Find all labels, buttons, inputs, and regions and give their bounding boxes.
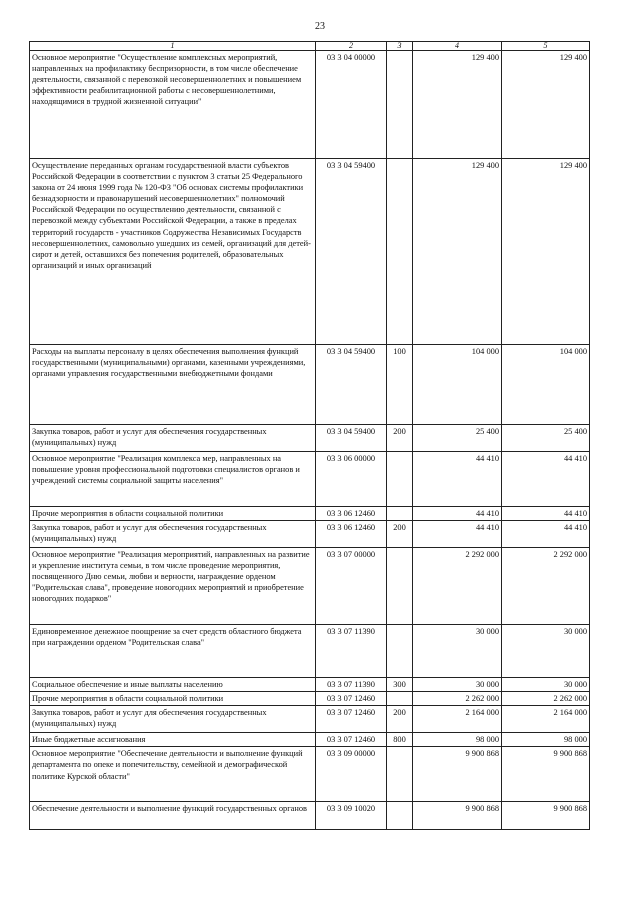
row-code-cell: 03 3 04 59400 [316, 159, 387, 345]
row-sum1-cell: 129 400 [413, 159, 502, 345]
row-sum1-cell: 2 292 000 [413, 548, 502, 625]
table-row [30, 521, 590, 548]
row-name-cell: Закупка товаров, работ и услуг для обеспечения государственных (муниципальных) нужд [30, 706, 316, 733]
row-sum2-cell: 44 410 [502, 521, 590, 548]
row-name-cell: Основное мероприятие "Реализация комплекса мер, направленных на повышение уровня профессиональной подготовки специалистов органов и учреждений системы социальной защиты населения" [30, 452, 316, 507]
row-type-cell [387, 51, 413, 159]
row-code-cell: 03 3 07 11390 [316, 625, 387, 678]
row-sum2-cell: 9 900 868 [502, 802, 590, 830]
row-sum2-cell: 104 000 [502, 345, 590, 425]
row-sum1-cell: 30 000 [413, 678, 502, 692]
row-sum2-cell: 2 262 000 [502, 692, 590, 706]
row-code-cell: 03 3 07 12460 [316, 706, 387, 733]
row-name-cell: Прочие мероприятия в области социальной политики [30, 507, 316, 521]
header-cell-3: 3 [387, 42, 413, 51]
row-name-cell: Основное мероприятие "Осуществление комплексных мероприятий, направленных на профилактику беспризорности, в том числе обеспечение деятельности, связанной с перевозкой несовершеннолетних и повышением эффективности реабилитационной работы с несовершеннолетними, находящимися в трудной жизненной ситуации" [30, 51, 316, 159]
row-sum1-cell: 30 000 [413, 625, 502, 678]
row-name-cell: Закупка товаров, работ и услуг для обеспечения государственных (муниципальных) нужд [30, 425, 316, 452]
row-sum1-cell: 9 900 868 [413, 747, 502, 802]
row-code-cell: 03 3 07 00000 [316, 548, 387, 625]
row-type-cell [387, 625, 413, 678]
row-sum2-cell: 129 400 [502, 159, 590, 345]
table-row [30, 425, 590, 452]
row-type-cell [387, 692, 413, 706]
table-row [30, 51, 590, 159]
table-row [30, 159, 590, 345]
row-code-cell: 03 3 07 12460 [316, 692, 387, 706]
row-name-cell: Закупка товаров, работ и услуг для обеспечения государственных (муниципальных) нужд [30, 521, 316, 548]
row-name-cell: Основное мероприятие "Обеспечение деятельности и выполнение функций департамента по опеке и попечительству, семейной и демографической политике Курской области" [30, 747, 316, 802]
row-code-cell: 03 3 04 59400 [316, 425, 387, 452]
row-code-cell: 03 3 04 00000 [316, 51, 387, 159]
row-name-cell: Обеспечение деятельности и выполнение функций государственных органов [30, 802, 316, 830]
row-type-cell: 200 [387, 706, 413, 733]
row-sum1-cell: 9 900 868 [413, 802, 502, 830]
row-sum2-cell: 44 410 [502, 507, 590, 521]
row-sum2-cell: 30 000 [502, 625, 590, 678]
row-name-cell: Расходы на выплаты персоналу в целях обеспечения выполнения функций государственными (муниципальными) органами, казенными учреждениями, органами управления государственными внебюджетными фондами [30, 345, 316, 425]
row-sum2-cell: 2 164 000 [502, 706, 590, 733]
row-type-cell [387, 548, 413, 625]
row-name-cell: Единовременное денежное поощрение за счет средств областного бюджета при награждении орденом "Родительская слава" [30, 625, 316, 678]
row-type-cell [387, 159, 413, 345]
row-sum1-cell: 44 410 [413, 452, 502, 507]
table-row [30, 507, 590, 521]
header-cell-4: 4 [413, 42, 502, 51]
page-number: 23 [315, 21, 325, 32]
row-type-cell [387, 747, 413, 802]
header-cell-1: 1 [30, 42, 316, 51]
table-row [30, 747, 590, 802]
table-row [30, 733, 590, 747]
row-name-cell: Иные бюджетные ассигнования [30, 733, 316, 747]
header-cell-2: 2 [316, 42, 387, 51]
row-sum1-cell: 129 400 [413, 51, 502, 159]
table-row [30, 548, 590, 625]
row-type-cell [387, 507, 413, 521]
table-row [30, 678, 590, 692]
row-code-cell: 03 3 06 00000 [316, 452, 387, 507]
row-code-cell: 03 3 06 12460 [316, 507, 387, 521]
row-name-cell: Основное мероприятие "Реализация мероприятий, направленных на развитие и укрепление института семьи, в том числе проведение мероприятия, посвященного Дню семьи, любви и верности, награждение орденом "Родительская слава", проведение новогодних мероприятий и приобретение новогодних подарков" [30, 548, 316, 625]
row-sum2-cell: 98 000 [502, 733, 590, 747]
row-sum1-cell: 2 164 000 [413, 706, 502, 733]
row-name-cell: Осуществление переданных органам государственной власти субъектов Российской Федерации в соответствии с пунктом 3 статьи 25 Федерального закона от 24 июня 1999 года № 120-ФЗ "Об основах системы профилактики безнадзорности и правонарушений несовершеннолетних" полномочий Российской Федерации по осуществлению деятельности, связанной с перевозкой между субъектами Российской Федерации, а также в пределах территорий государств - участников Содружества Независимых Государств несовершеннолетних, самовольно ушедших из семей, организаций для детей-сирот и детей, оставшихся без попечения родителей, образовательных организаций и иных организаций [30, 159, 316, 345]
row-sum2-cell: 25 400 [502, 425, 590, 452]
row-type-cell [387, 452, 413, 507]
row-sum1-cell: 98 000 [413, 733, 502, 747]
row-sum2-cell: 30 000 [502, 678, 590, 692]
table-row [30, 625, 590, 678]
row-type-cell: 300 [387, 678, 413, 692]
row-sum2-cell: 44 410 [502, 452, 590, 507]
table-row [30, 706, 590, 733]
table-row [30, 802, 590, 830]
row-name-cell: Прочие мероприятия в области социальной политики [30, 692, 316, 706]
row-sum2-cell: 9 900 868 [502, 747, 590, 802]
row-type-cell [387, 802, 413, 830]
row-sum1-cell: 104 000 [413, 345, 502, 425]
row-code-cell: 03 3 09 00000 [316, 747, 387, 802]
row-sum1-cell: 44 410 [413, 507, 502, 521]
row-code-cell: 03 3 07 11390 [316, 678, 387, 692]
row-name-cell: Социальное обеспечение и иные выплаты населению [30, 678, 316, 692]
row-sum1-cell: 2 262 000 [413, 692, 502, 706]
table-row [30, 452, 590, 507]
row-sum2-cell: 129 400 [502, 51, 590, 159]
table-row [30, 692, 590, 706]
row-sum1-cell: 25 400 [413, 425, 502, 452]
row-code-cell: 03 3 04 59400 [316, 345, 387, 425]
row-code-cell: 03 3 07 12460 [316, 733, 387, 747]
table-header-row [30, 42, 590, 51]
row-type-cell: 100 [387, 345, 413, 425]
row-type-cell: 800 [387, 733, 413, 747]
row-sum2-cell: 2 292 000 [502, 548, 590, 625]
row-type-cell: 200 [387, 425, 413, 452]
row-code-cell: 03 3 09 10020 [316, 802, 387, 830]
row-sum1-cell: 44 410 [413, 521, 502, 548]
row-code-cell: 03 3 06 12460 [316, 521, 387, 548]
row-type-cell: 200 [387, 521, 413, 548]
budget-table [29, 41, 590, 830]
header-cell-5: 5 [502, 42, 590, 51]
table-row [30, 345, 590, 425]
